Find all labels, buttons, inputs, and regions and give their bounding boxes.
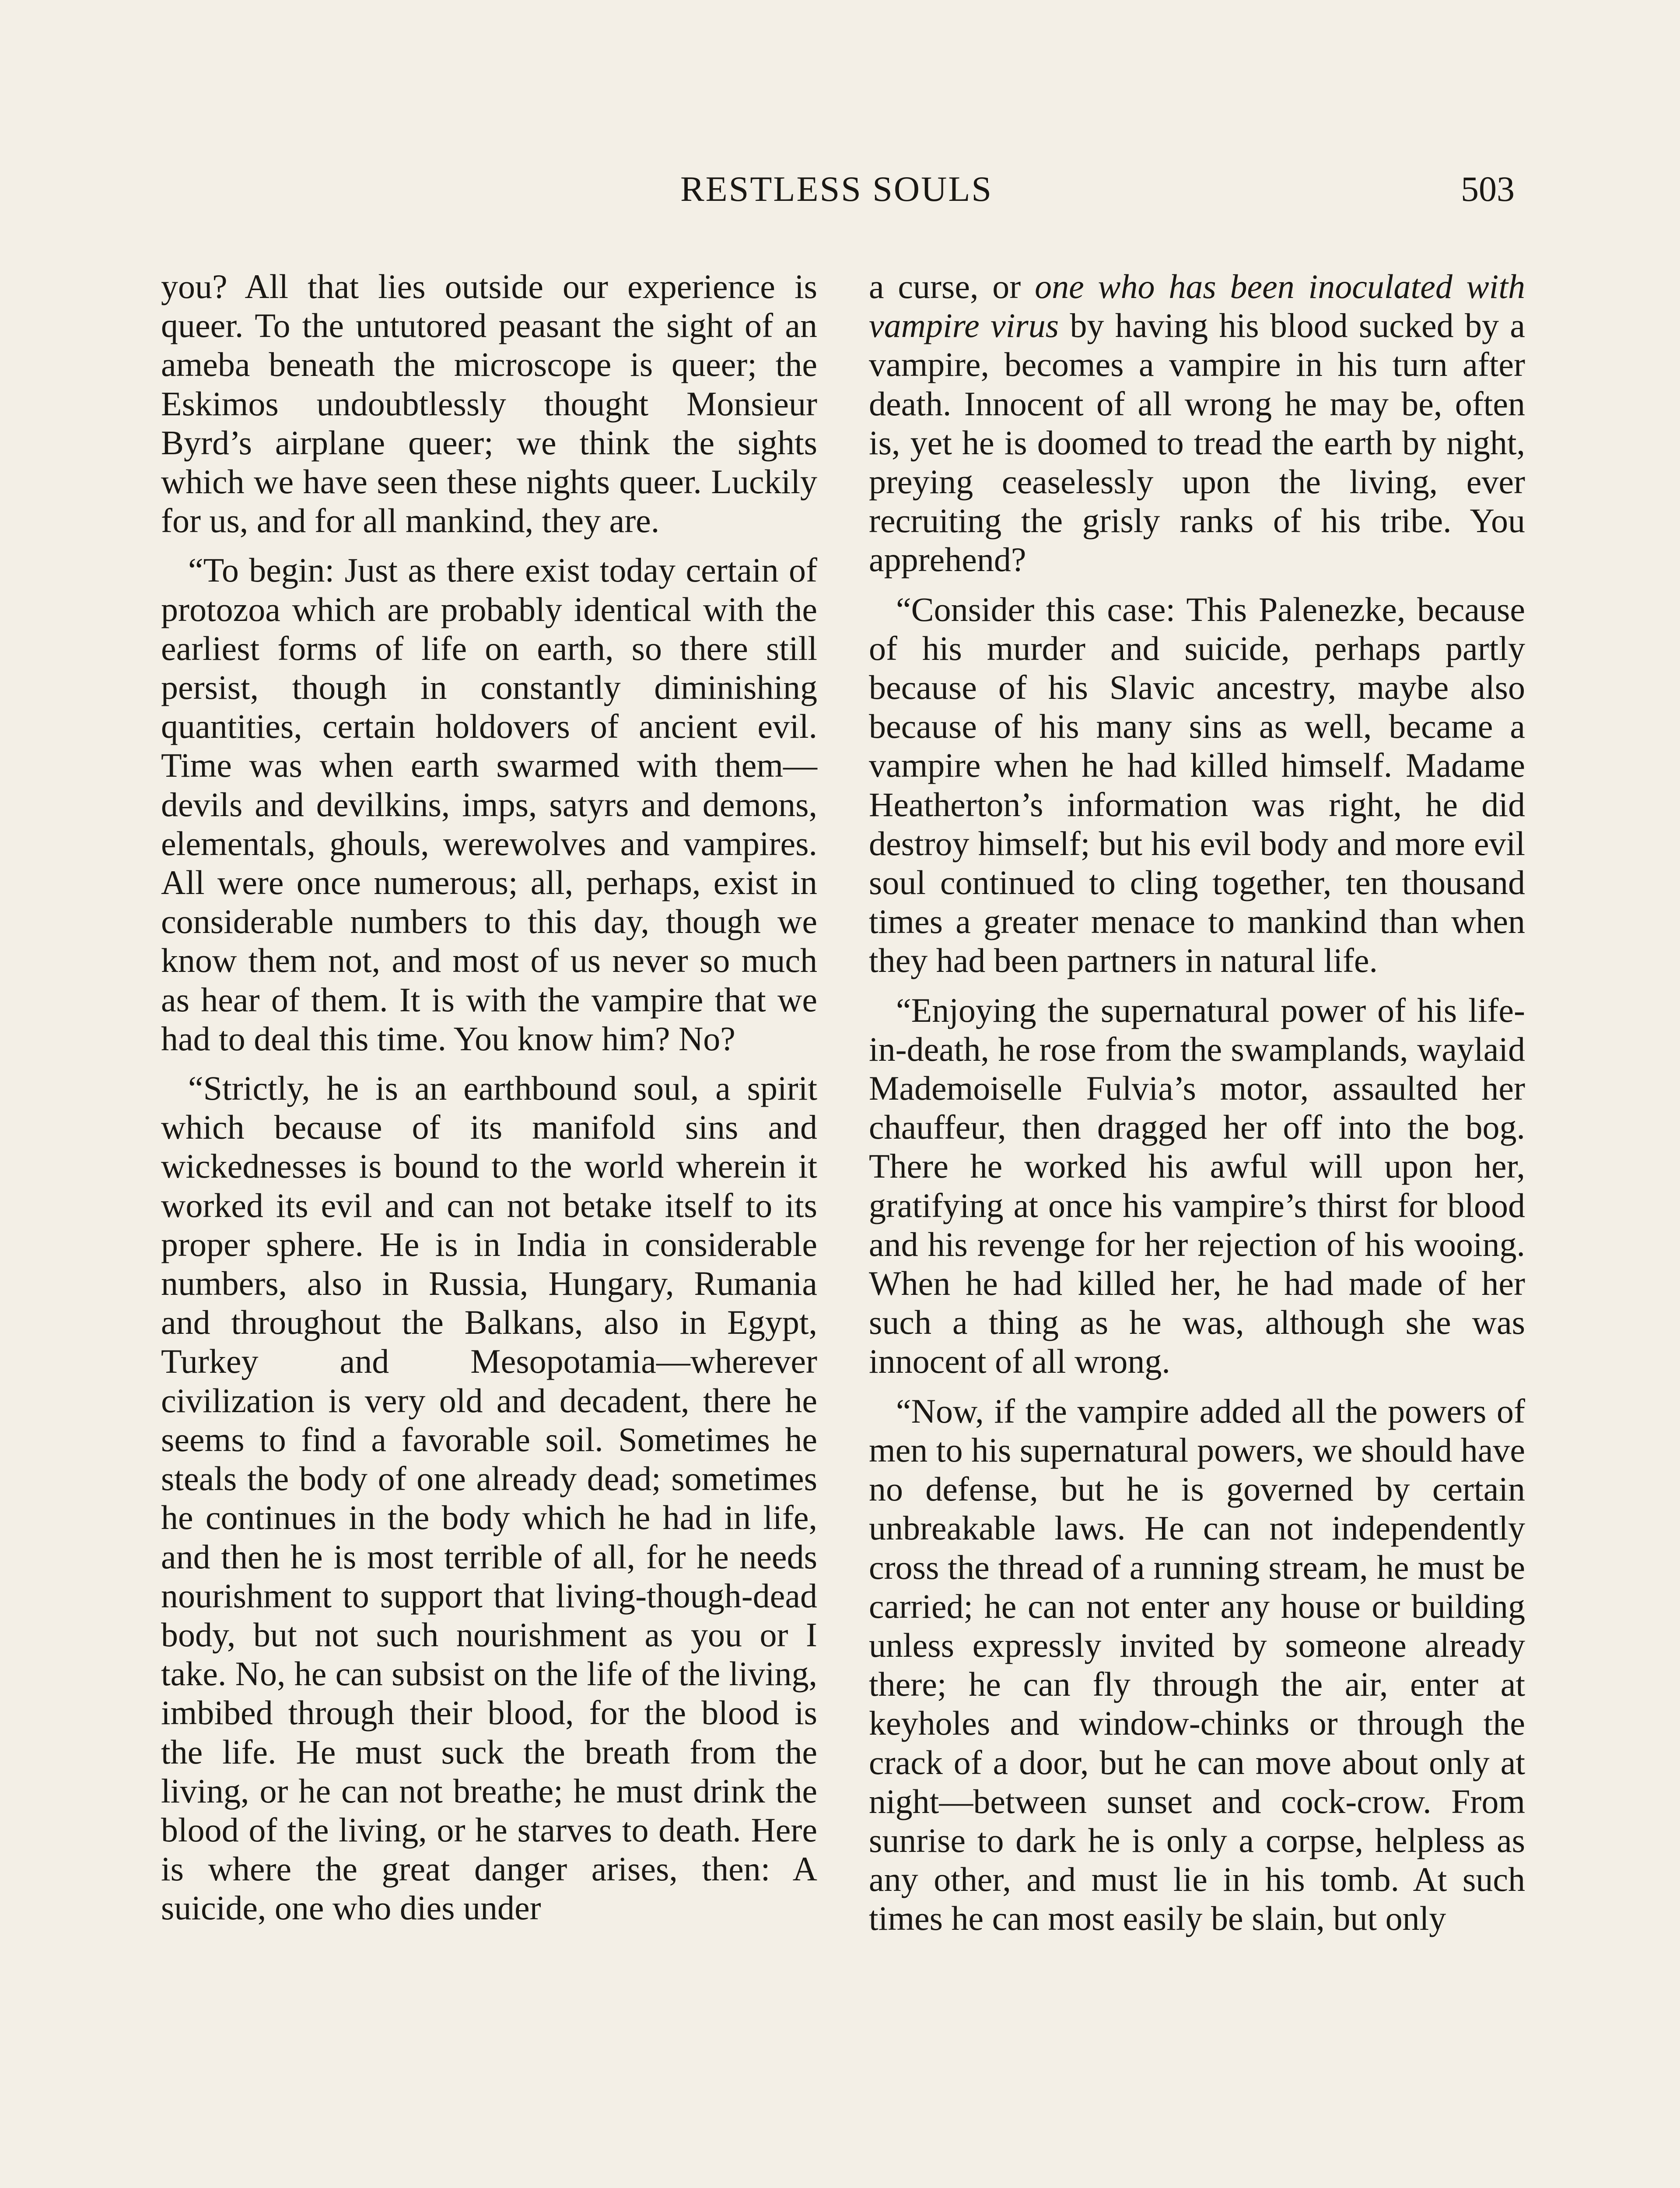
left-paragraph-3: “Strictly, he is an earthbound soul, a spirit which because of its manifold sins and wickednesses is bound to the world wherein it worked its evil and can not betake itself to its proper sphere. He is in India in considerable numbers, also in Russia, Hungary, Rumania and throughout the Balkans, also in Egypt, Turkey and Mesopotamia—wherever civilization is very old and decadent, there he seems to find a favorable soil. Sometimes he steals the body of one already dead; sometimes he continues in the body which he had in life, and then he is most terrible of all, for he needs nourishment to support that living-though-dead body, but not such nourishment as you or I take. No, he can subsist on the life of the living, imbibed through their blood, for the blood is the life. He must suck the breath from the living, or he can not breathe; he must drink the blood of the living, or he starves to death. Here is where the great danger arises, then: A suicide, one who dies under: [161, 1069, 817, 1927]
page-header: [158, 168, 1515, 217]
right-paragraph-4: “Now, if the vampire added all the powers of men to his supernatural powers, we should have no defense, but he is governed by certain unbreakable laws. He can not independently cross the thread of a running stream, he must be carried; he can not enter any house or building unless expressly invited by someone already there; he can fly through the air, enter at keyholes and window-chinks or through the crack of a door, but he can move about only at night—between sunset and cock-crow. From sunrise to dark he is only a corpse, helpless as any other, and must lie in his tomb. At such times he can most easily be slain, but only: [869, 1392, 1525, 1938]
left-paragraph-1: you? All that lies outside our experience is queer. To the untutored peasant the sight of an ameba beneath the microscope is queer; the Eskimos undoubtlessly thought Monsieur Byrd’s airplane queer; we think the sights which we have seen these nights queer. Luckily for us, and for all mankind, they are.: [161, 267, 817, 540]
right-paragraph-3: “Enjoying the supernatural power of his life-in-death, he rose from the swamplands, waylaid Mademoiselle Fulvia’s motor, assaulted her chauffeur, then dragged her off into the bog. There he worked his awful will upon her, gratifying at once his vampire’s thirst for blood and his revenge for her rejection of his wooing. When he had killed her, he had made of her such a thing as he was, although she was innocent of all wrong.: [869, 991, 1525, 1381]
right-paragraph-1-end: by having his blood sucked by a vampire, becomes a vampire in his turn after death. Innocent of all wrong he may be, often is, yet he is doomed to tread the earth by night, preying ceaselessly upon the living, ever recruiting the grisly ranks of his tribe. You apprehend?: [869, 306, 1526, 579]
right-paragraph-2: “Consider this case: This Palenezke, because of his murder and suicide, perhaps partly because of his Slavic ancestry, maybe also because of his many sins as well, became a vampire when he had killed himself. Madame Heatherton’s information was right, he did destroy himself; but his evil body and more evil soul continued to cling together, ten thousand times a greater menace to mankind than when they had been partners in natural life.: [869, 590, 1525, 980]
page-number: 503: [1461, 169, 1515, 209]
right-column: [869, 267, 1525, 1949]
right-paragraph-1-start: a curse, or: [869, 267, 1035, 305]
right-paragraph-1: [869, 267, 1525, 579]
running-head: RESTLESS SOULS: [680, 169, 993, 209]
left-column: [161, 267, 817, 1938]
right-paragraph-1-italic: one who has been inoculated with vampire virus: [869, 267, 1525, 345]
left-paragraph-2: “To begin: Just as there exist today certain of protozoa which are probably identical with the earliest forms of life on earth, so there still persist, though in constantly diminishing quantities, certain holdovers of ancient evil. Time was when earth swarmed with them—devils and devilkins, imps, satyrs and demons, elementals, ghouls, werewolves and vampires. All were once numerous; all, perhaps, exist in considerable numbers to this day, though we know them not, and most of us never so much as hear of them. It is with the vampire that we had to deal this time. You know him? No?: [161, 551, 817, 1058]
